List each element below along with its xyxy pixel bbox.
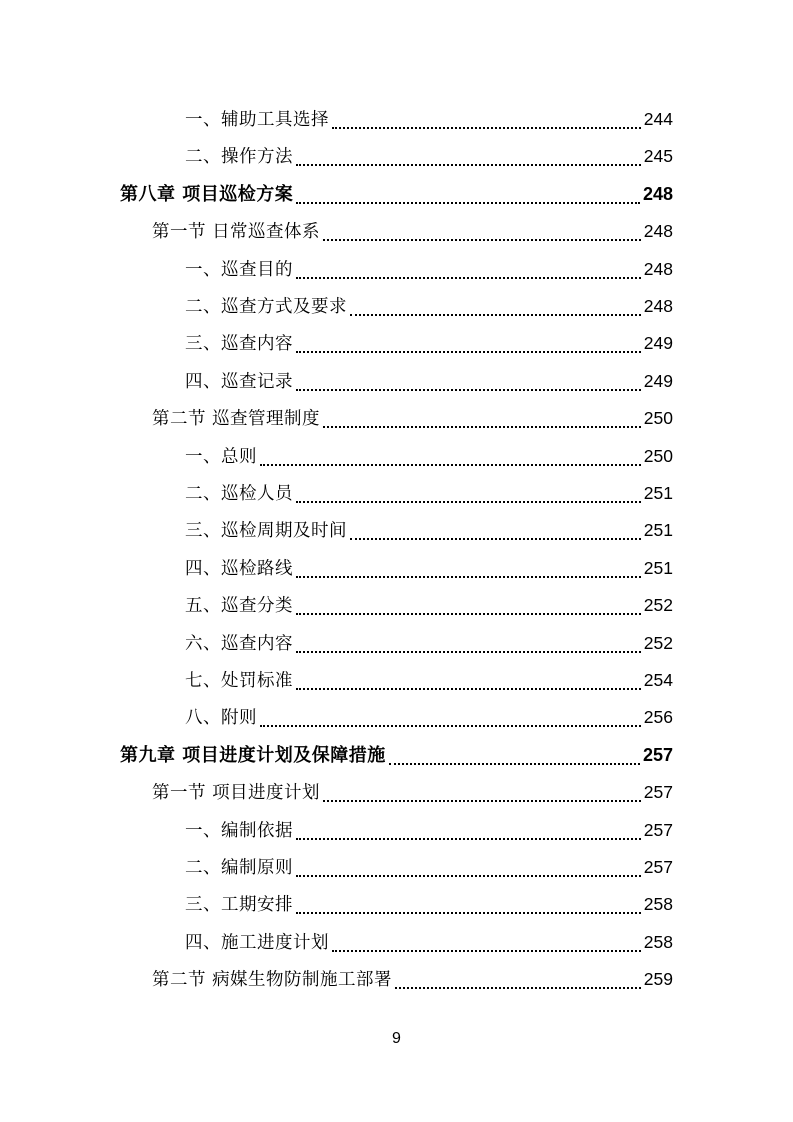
- toc-dot-leader: [296, 688, 641, 690]
- toc-entry-title: 二、巡检人员: [185, 484, 293, 504]
- toc-entry-page-number: 252: [643, 595, 673, 616]
- toc-entry-title: 四、巡检路线: [185, 558, 293, 579]
- toc-dot-leader: [323, 239, 641, 241]
- toc-subsection-entry[interactable]: [185, 815, 673, 845]
- toc-subsection-entry[interactable]: [185, 590, 673, 620]
- toc-subsection-entry[interactable]: [185, 291, 673, 321]
- toc-dot-leader: [260, 725, 641, 727]
- toc-section-entry[interactable]: [152, 216, 673, 246]
- toc-subsection-entry[interactable]: [185, 702, 673, 732]
- toc-dot-leader: [296, 912, 641, 914]
- toc-section-entry[interactable]: [152, 777, 673, 807]
- toc-subsection-entry[interactable]: [185, 927, 673, 957]
- toc-entry-page-number: 251: [643, 557, 673, 578]
- toc-entry-page-number: 249: [643, 370, 673, 391]
- toc-subsection-entry[interactable]: [185, 852, 673, 882]
- toc-dot-leader: [296, 202, 640, 204]
- toc-entry-title: 一、总则: [185, 446, 257, 467]
- toc-entry-title: 四、巡查记录: [185, 371, 293, 392]
- toc-section-entry[interactable]: [152, 403, 673, 433]
- toc-entry-title: 第二节 巡查管理制度: [152, 409, 321, 430]
- toc-subsection-entry[interactable]: [185, 553, 673, 583]
- toc-entry-title: 一、编制依据: [185, 820, 293, 841]
- toc-subsection-entry[interactable]: [185, 104, 673, 134]
- toc-entry-page-number: 258: [643, 931, 673, 952]
- toc-entry-page-number: 248: [643, 296, 673, 316]
- toc-entry-page-number: 257: [643, 819, 673, 840]
- toc-entry-page-number: 257: [643, 782, 673, 803]
- toc-entry-title: 第一节 日常巡查体系: [152, 222, 321, 243]
- toc-dot-leader: [296, 838, 641, 840]
- toc-entry-title: 五、巡查分类: [185, 596, 293, 617]
- toc-entry-title: 七、处罚标准: [185, 671, 293, 691]
- toc-chapter-entry[interactable]: [120, 740, 673, 770]
- toc-entry-title: 三、巡检周期及时间: [185, 521, 347, 542]
- toc-subsection-entry[interactable]: [185, 328, 673, 358]
- toc-entry-title: 第九章 项目进度计划及保障措施: [120, 744, 386, 766]
- toc-subsection-entry[interactable]: [185, 141, 673, 171]
- toc-dot-leader: [350, 314, 641, 316]
- toc-entry-title: 二、操作方法: [185, 147, 293, 168]
- toc-entry-page-number: 259: [643, 969, 673, 990]
- toc-subsection-entry[interactable]: [185, 515, 673, 545]
- toc-subsection-entry[interactable]: [185, 366, 673, 396]
- toc-dot-leader: [296, 501, 641, 503]
- toc-dot-leader: [260, 464, 641, 466]
- toc-dot-leader: [296, 164, 641, 166]
- toc-entry-page-number: 251: [643, 483, 673, 503]
- toc-entry-page-number: 258: [643, 894, 673, 915]
- toc-subsection-entry[interactable]: [185, 665, 673, 695]
- toc-subsection-entry[interactable]: [185, 478, 673, 508]
- toc-entry-page-number: 248: [643, 221, 673, 242]
- toc-dot-leader: [296, 875, 641, 877]
- toc-dot-leader: [395, 987, 641, 989]
- toc-entry-page-number: 244: [643, 109, 673, 129]
- toc-entry-page-number: 248: [642, 183, 673, 204]
- toc-entry-page-number: 252: [643, 632, 673, 653]
- toc-dot-leader: [389, 763, 640, 765]
- toc-entry-page-number: 251: [643, 520, 673, 541]
- toc-entry-page-number: 254: [643, 670, 673, 690]
- toc-entry-title: 六、巡查内容: [185, 633, 293, 654]
- toc-entry-page-number: 249: [643, 333, 673, 354]
- toc-entry-title: 四、施工进度计划: [185, 932, 329, 953]
- toc-dot-leader: [332, 127, 641, 129]
- page-number: 9: [392, 1030, 401, 1047]
- toc-entry-page-number: 257: [642, 744, 673, 765]
- toc-entry-title: 一、辅助工具选择: [185, 110, 329, 130]
- toc-entry-title: 二、巡查方式及要求: [185, 297, 347, 317]
- toc-entry-title: 一、巡查目的: [185, 259, 293, 280]
- toc-dot-leader: [296, 351, 641, 353]
- toc-entry-title: 第八章 项目巡检方案: [120, 183, 294, 205]
- toc-dot-leader: [332, 950, 641, 952]
- toc-dot-leader: [296, 389, 641, 391]
- toc-entry-title: 二、编制原则: [185, 858, 293, 878]
- toc-entry-page-number: 256: [643, 707, 673, 728]
- toc-entry-page-number: 245: [643, 146, 673, 167]
- toc-subsection-entry[interactable]: [185, 254, 673, 284]
- toc-entry-title: 八、附则: [185, 708, 257, 729]
- toc-entry-title: 第一节 项目进度计划: [152, 783, 321, 804]
- toc-dot-leader: [323, 800, 641, 802]
- toc-entry-page-number: 248: [643, 258, 673, 279]
- toc-entry-page-number: 257: [643, 857, 673, 877]
- toc-entry-page-number: 250: [643, 408, 673, 429]
- toc-entry-title: 三、工期安排: [185, 895, 293, 916]
- toc-chapter-entry[interactable]: [120, 179, 673, 209]
- toc-dot-leader: [350, 538, 641, 540]
- toc-subsection-entry[interactable]: [185, 441, 673, 471]
- toc-dot-leader: [296, 613, 641, 615]
- toc-dot-leader: [296, 576, 641, 578]
- toc-entry-page-number: 250: [643, 445, 673, 466]
- toc-entry-title: 三、巡查内容: [185, 334, 293, 355]
- toc-subsection-entry[interactable]: [185, 889, 673, 919]
- toc-dot-leader: [296, 651, 641, 653]
- toc-section-entry[interactable]: [152, 964, 673, 994]
- toc-entry-title: 第二节 病媒生物防制施工部署: [152, 970, 393, 991]
- toc-subsection-entry[interactable]: [185, 628, 673, 658]
- toc-dot-leader: [296, 277, 641, 279]
- toc-dot-leader: [323, 426, 641, 428]
